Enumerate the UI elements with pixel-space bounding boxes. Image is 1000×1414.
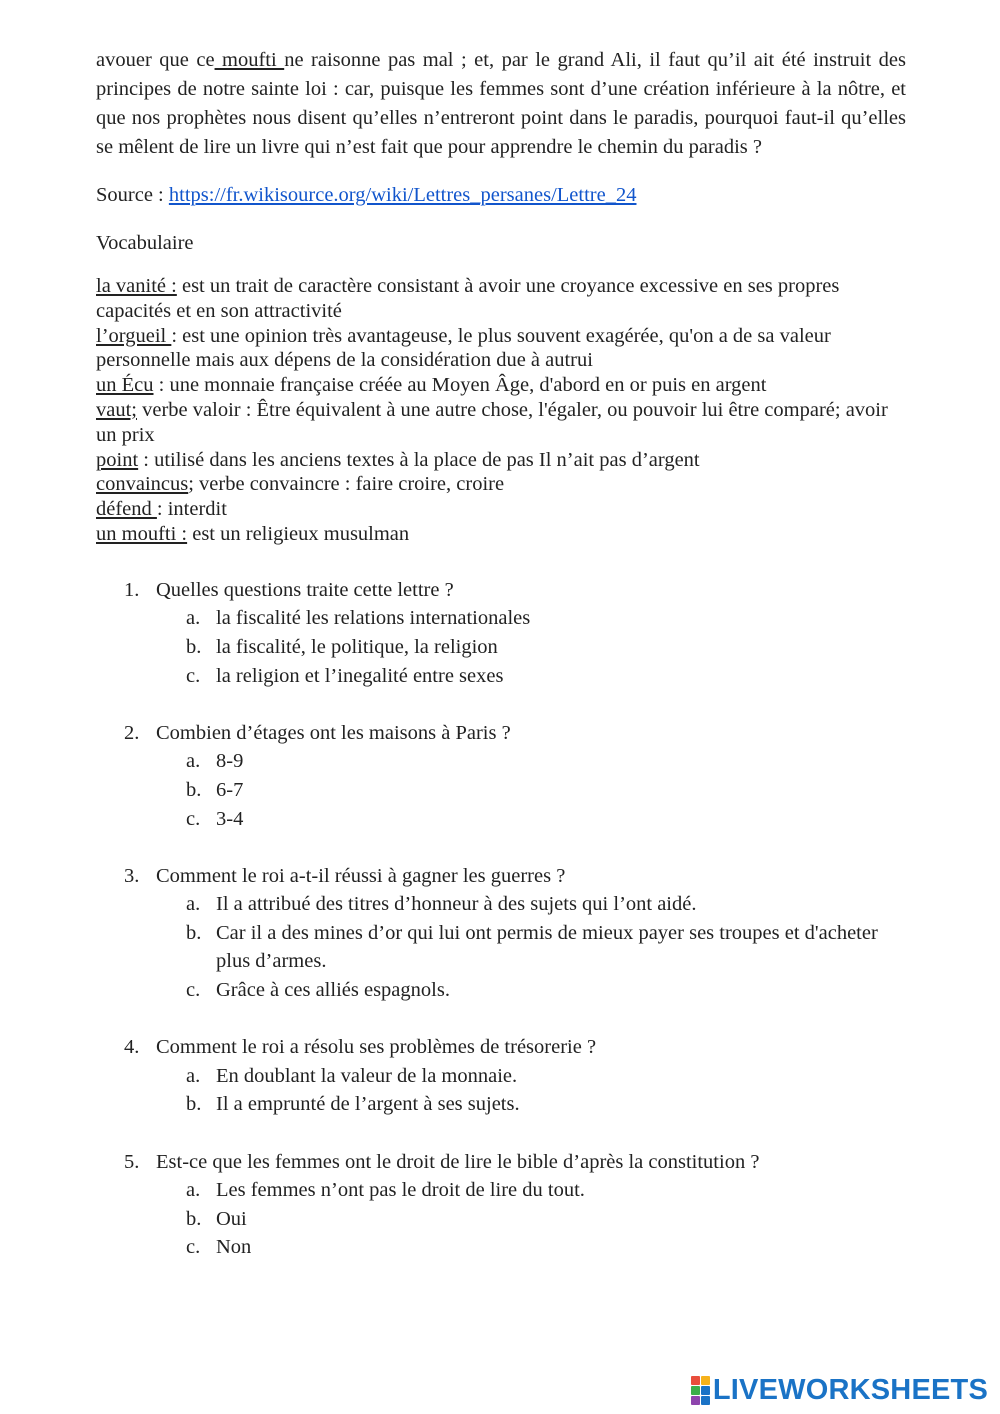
vocabulary-heading: Vocabulaire [96,232,194,254]
answer-option[interactable] [156,919,906,976]
question-text: Quelles questions traite cette lettre ? [156,578,454,601]
option-letter: c. [186,979,201,1002]
option-letter: a. [186,607,201,630]
vocab-entry [96,274,906,324]
vocab-definition: ; verbe convaincre : faire croire, croire [188,473,505,496]
source-label: Source : [96,184,169,206]
option-text: 8-9 [216,750,244,773]
question-item [96,1148,906,1262]
answer-option[interactable] [156,633,906,662]
answer-option[interactable] [156,890,906,919]
question-number: 1. [124,578,140,601]
answer-option[interactable] [156,662,906,691]
intro-term-moufti: moufti [214,49,285,71]
logo-mark-square [691,1376,700,1385]
vocab-entry [96,522,906,547]
logo-mark-square [691,1396,700,1405]
question-number: 4. [124,1036,140,1059]
option-text: Il a attribué des titres d’honneur à des sujets qui l’ont aidé. [216,893,697,916]
option-text: Il a emprunté de l’argent à ses sujets. [216,1093,520,1116]
vocab-entry [96,398,906,448]
answer-option[interactable] [156,604,906,633]
option-letter: c. [186,1236,201,1259]
vocab-entry [96,497,906,522]
option-text: la fiscalité les relations internationales [216,607,531,630]
question-item [96,576,906,690]
option-letter: b. [186,1207,202,1230]
question-number: 2. [124,721,140,744]
option-letter: b. [186,635,202,658]
vocab-entry [96,373,906,398]
vocab-definition: est un trait de caractère consistant à avoir une croyance excessive en ses propres capacités et en son attractivité [96,275,840,322]
option-list [156,1176,906,1262]
worksheet-page [96,46,906,1291]
question-item [96,1033,906,1119]
answer-option[interactable] [156,1205,906,1234]
vocab-term: convaincus [96,473,189,496]
question-item [96,719,906,833]
vocab-term: l’orgueil [96,324,172,347]
question-item [96,862,906,1005]
option-letter: a. [186,893,201,916]
vocab-term: vaut; [96,398,137,421]
logo-text: LIVEWORKSHEETS [712,1373,988,1406]
option-letter: a. [186,1179,201,1202]
vocab-term: un Écu [96,374,154,397]
source-link[interactable]: https://fr.wikisource.org/wiki/Lettres_persanes/Lettre_24 [168,184,637,206]
answer-option[interactable] [156,1233,906,1262]
option-letter: c. [186,664,201,687]
question-list [96,576,906,1262]
option-text: Non [216,1236,252,1259]
question-text: Comment le roi a résolu ses problèmes de trésorerie ? [156,1036,597,1059]
vocab-definition: : une monnaie française créée au Moyen Âge, d'abord en or puis en argent [153,374,767,397]
intro-prefix: avouer que ce [96,49,215,71]
source-line [96,181,906,210]
vocab-entry [96,448,906,473]
option-text: Les femmes n’ont pas le droit de lire du tout. [216,1179,585,1202]
option-text: Oui [216,1207,247,1230]
option-letter: a. [186,1064,201,1087]
option-list [156,747,906,833]
vocab-entry [96,472,906,497]
vocab-term: point [96,448,139,471]
logo-mark-square [701,1386,710,1395]
liveworksheets-logo [691,1373,988,1407]
answer-option[interactable] [156,805,906,834]
question-text: Comment le roi a-t-il réussi à gagner les guerres ? [156,864,566,887]
intro-paragraph [96,46,906,162]
vocab-term: un moufti : [96,522,188,545]
logo-mark-square [691,1386,700,1395]
option-text: En doublant la valeur de la monnaie. [216,1064,518,1087]
option-text: Car il a des mines d’or qui lui ont permis de mieux payer ses troupes et d'acheter plus d’armes. [216,921,878,973]
option-list [156,890,906,1004]
option-letter: b. [186,1093,202,1116]
option-text: la fiscalité, le politique, la religion [216,635,498,658]
answer-option[interactable] [156,747,906,776]
vocab-definition: : interdit [156,498,227,521]
option-letter: a. [186,750,201,773]
answer-option[interactable] [156,1062,906,1091]
vocab-definition: verbe valoir : Être équivalent à une autre chose, l'égaler, ou pouvoir lui être comparé; avoir un prix [96,398,888,446]
question-text: Est-ce que les femmes ont le droit de lire le bible d’après la constitution ? [156,1150,760,1173]
vocab-term: défend [96,498,157,521]
option-list [156,604,906,690]
vocabulary-list [96,274,906,547]
vocab-definition: : est une opinion très avantageuse, le plus souvent exagérée, qu'on a de sa valeur personnelle mais aux dépens de la considération due à autrui [96,324,831,372]
option-text: 3-4 [216,807,244,830]
intro-rest: ne raisonne pas mal ; et, par le grand Ali, il faut qu’il ait été instruit des principes de notre sainte loi : car, puisque les femmes sont d’une création inférieure à la nôtre, et que nos prophètes nous disent qu’elles n’entreront point dans le paradis, pourquoi faut-il qu’elles se mêlent de lire un livre qui n’est fait que pour apprendre le chemin du paradis ? [96,49,907,158]
question-text: Combien d’étages ont les maisons à Paris ? [156,721,511,744]
question-number: 3. [124,864,140,887]
vocab-entry [96,324,906,374]
logo-mark-square [701,1396,710,1405]
vocab-definition: est un religieux musulman [187,522,410,545]
option-list [156,1062,906,1119]
vocab-definition: : utilisé dans les anciens textes à la place de pas Il n’ait pas d’argent [138,448,700,471]
option-text: la religion et l’inegalité entre sexes [216,664,504,687]
logo-mark-icon [691,1376,710,1405]
answer-option[interactable] [156,976,906,1005]
option-text: 6-7 [216,778,244,801]
logo-mark-square [701,1376,710,1385]
option-letter: b. [186,921,202,944]
vocab-term: la vanité : [96,275,177,297]
answer-option[interactable] [156,1090,906,1119]
option-letter: c. [186,807,201,830]
answer-option[interactable] [156,776,906,805]
option-letter: b. [186,778,202,801]
answer-option[interactable] [156,1176,906,1205]
option-text: Grâce à ces alliés espagnols. [216,979,450,1002]
question-number: 5. [124,1150,140,1173]
